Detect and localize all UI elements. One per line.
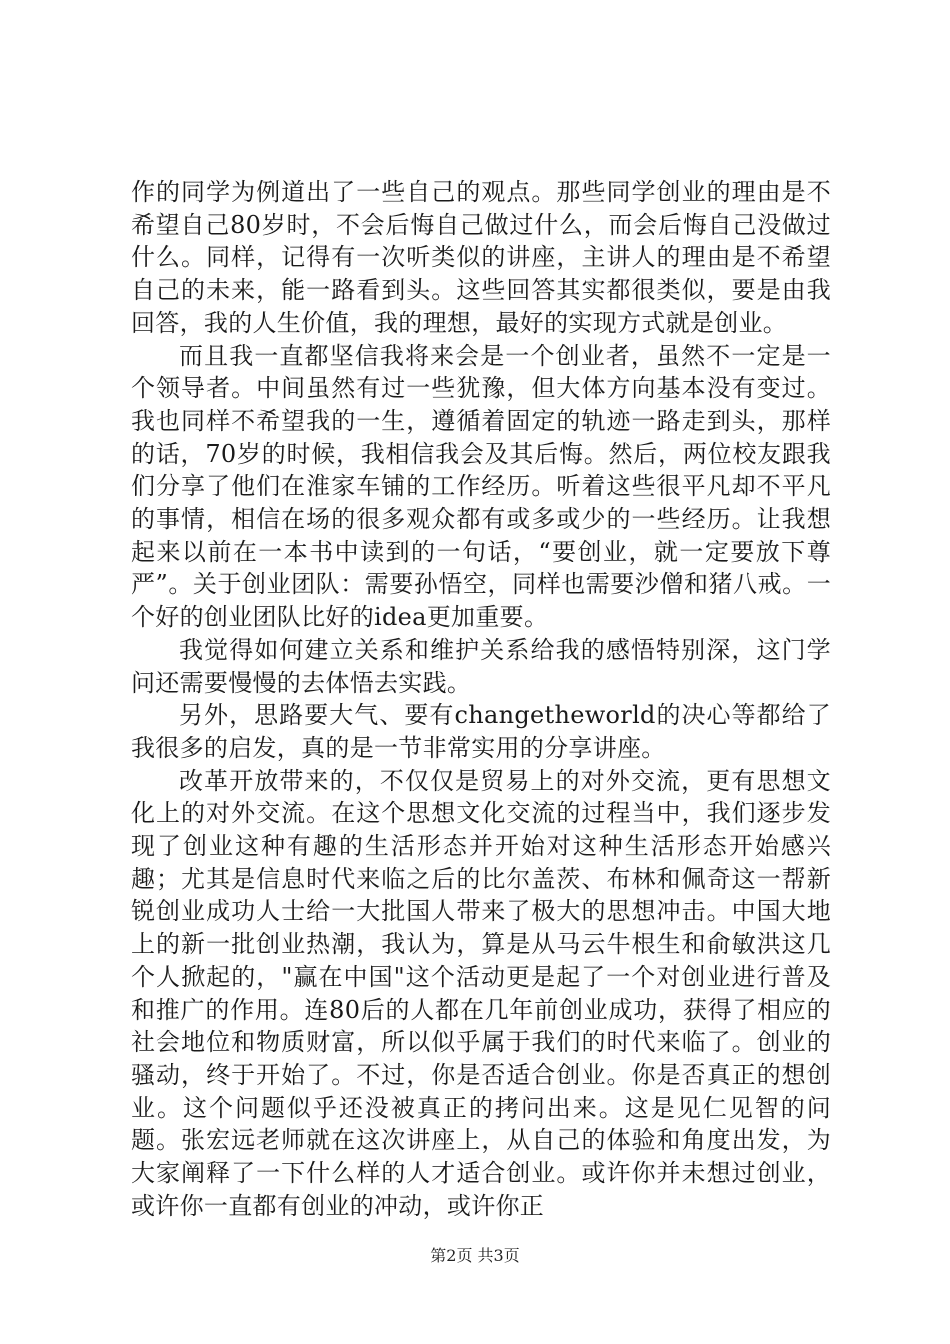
paragraph-5: 改革开放带来的，不仅仅是贸易上的对外交流，更有思想文化上的对外交流。在这个思想文化交流的过程当中，我们逐步发现了创业这种有趣的生活形态并开始对这种生活形态开始感兴趣；尤其是信息时代来临之后的比尔盖茨、布林和佩奇这一帮新锐创业成功人士给一大批国人带来了极大的思想冲击。中国大地上的新一批创业热潮，我认为，算是从马云牛根生和俞敏洪这几个人掀起的，"赢在中国"这个活动更是起了一个对创业进行普及和推广的作用。连80后的人都在几年前创业成功，获得了相应的社会地位和物质财富，所以似乎属于我们的时代来临了。创业的骚动，终于开始了。不过，你是否适合创业。你是否真正的想创业。这个问题似乎还没被真正的拷问出来。这是见仁见智的问题。张宏远老师就在这次讲座上，从自己的体验和角度出发，为大家阐释了一下什么样的人才适合创业。或许你并未想过创业，或许你一直都有创业的冲动，或许你正 xyxy=(131,766,831,1220)
paragraph-2: 而且我一直都坚信我将来会是一个创业者，虽然不一定是一个领导者。中间虽然有过一些犹豫，但大体方向基本没有变过。我也同样不希望我的一生，遵循着固定的轨迹一路走到头，那样的话，70岁的时候，我相信我会及其后悔。然后，两位校友跟我们分享了他们在淮家车铺的工作经历。听着这些很平凡却不平凡的事情，相信在场的很多观众都有或多或少的一些经历。让我想起来以前在一本书中读到的一句话，“要创业，就一定要放下尊严”。关于创业团队：需要孙悟空，同样也需要沙僧和猪八戒。一个好的创业团队比好的idea更加重要。 xyxy=(131,341,831,632)
page-number-footer: 第2页 共3页 xyxy=(430,1246,520,1265)
paragraph-3: 我觉得如何建立关系和维护关系给我的感悟特别深，这门学问还需要慢慢的去体悟去实践。 xyxy=(131,635,831,697)
paragraph-4: 另外，思路要大气、要有changetheworld的决心等都给了我很多的启发，真的是一节非常实用的分享讲座。 xyxy=(131,701,831,762)
document-body xyxy=(131,176,831,1223)
paragraph-1: 作的同学为例道出了一些自己的观点。那些同学创业的理由是不希望自己80岁时，不会后悔自己做过什么，而会后悔自己没做过什么。同样，记得有一次听类似的讲座，主讲人的理由是不希望自己的未来，能一路看到头。这些回答其实都很类似，要是由我回答，我的人生价值，我的理想，最好的实现方式就是创业。 xyxy=(131,178,831,337)
